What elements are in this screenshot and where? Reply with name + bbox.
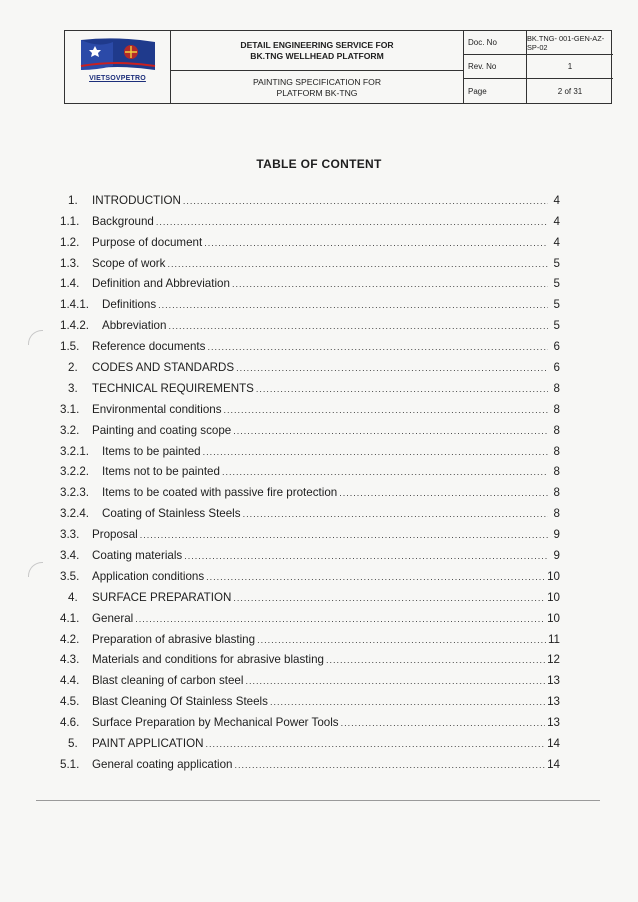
toc-entry-page: 8: [553, 423, 560, 437]
toc-entry-title: TECHNICAL REQUIREMENTS: [92, 381, 254, 395]
company-logo-icon: [79, 36, 157, 74]
company-logo-text: VIETSOVPETRO: [89, 75, 146, 82]
table-of-contents: [60, 186, 560, 771]
toc-dot-leader: [270, 697, 545, 708]
page-label: Page: [468, 86, 487, 96]
toc-entry-page: 4: [553, 235, 560, 249]
toc-dot-leader: [204, 238, 548, 249]
toc-entry[interactable]: [60, 478, 560, 499]
toc-dot-leader: [243, 509, 548, 520]
toc-entry[interactable]: [60, 687, 560, 708]
toc-entry-number: 3.2.1.: [60, 444, 90, 458]
toc-entry-number: 1.1.: [60, 214, 80, 228]
toc-entry-title: Items not to be painted: [102, 465, 220, 479]
toc-entry-title: PAINT APPLICATION: [92, 737, 204, 751]
toc-entry-title: Environmental conditions: [92, 402, 222, 416]
toc-entry[interactable]: [60, 583, 560, 604]
toc-entry[interactable]: [60, 458, 560, 479]
toc-entry[interactable]: [60, 666, 560, 687]
toc-entry-title: Surface Preparation by Mechanical Power Tools: [92, 716, 339, 730]
doc-no-value: BK.TNG- 001-GEN-AZ- SP-02: [527, 31, 613, 55]
page-value: 2 of 31: [557, 86, 583, 96]
toc-entry-page: 9: [553, 549, 560, 563]
toc-entry[interactable]: [60, 228, 560, 249]
toc-dot-leader: [232, 279, 548, 290]
toc-entry-number: 5.: [68, 737, 78, 751]
toc-entry[interactable]: [60, 646, 560, 667]
toc-dot-leader: [203, 447, 548, 458]
logo-cell: [65, 31, 171, 103]
toc-entry-title: Coating of Stainless Steels: [102, 507, 241, 521]
toc-entry-number: 4.4.: [60, 674, 80, 688]
toc-entry-title: Background: [92, 214, 154, 228]
toc-entry-number: 3.2.: [60, 423, 80, 437]
page-bottom-rule: [36, 800, 600, 801]
toc-entry-number: 4.5.: [60, 695, 80, 709]
toc-entry-page: 12: [547, 653, 560, 667]
title-line-1: DETAIL ENGINEERING SERVICE FOR: [240, 40, 394, 50]
toc-entry-number: 1.2.: [60, 235, 80, 249]
toc-dot-leader: [206, 572, 545, 583]
toc-entry-page: 10: [547, 611, 560, 625]
toc-dot-leader: [183, 196, 548, 207]
toc-entry-page: 10: [547, 569, 560, 583]
document-title: [171, 40, 463, 62]
toc-dot-leader: [233, 426, 548, 437]
toc-dot-leader: [207, 342, 548, 353]
toc-entry-number: 4.: [68, 590, 78, 604]
toc-dot-leader: [135, 614, 545, 625]
toc-entry-page: 14: [547, 757, 560, 771]
toc-entry-number: 4.6.: [60, 716, 80, 730]
rev-no-label: Rev. No: [464, 55, 526, 79]
toc-entry-title: Materials and conditions for abrasive blasting: [92, 653, 324, 667]
toc-dot-leader: [140, 530, 548, 541]
toc-entry-number: 4.2.: [60, 632, 80, 646]
toc-entry-title: Definition and Abbreviation: [92, 277, 230, 291]
toc-entry-page: 13: [547, 674, 560, 688]
toc-entry-page: 8: [553, 402, 560, 416]
toc-entry-title: General coating application: [92, 757, 233, 771]
toc-entry[interactable]: [60, 625, 560, 646]
toc-entry-title: Blast Cleaning Of Stainless Steels: [92, 695, 268, 709]
toc-entry-title: Scope of work: [92, 256, 166, 270]
toc-entry-number: 3.2.2.: [60, 465, 90, 479]
toc-entry-page: 13: [547, 695, 560, 709]
toc-entry-number: 4.3.: [60, 653, 80, 667]
toc-entry-page: 5: [553, 277, 560, 291]
toc-entry-title: SURFACE PREPARATION: [92, 590, 232, 604]
toc-entry-page: 8: [553, 444, 560, 458]
toc-entry-page: 8: [553, 507, 560, 521]
toc-entry[interactable]: [60, 541, 560, 562]
toc-entry-page: 4: [553, 193, 560, 207]
doc-no-label: Doc. No: [464, 31, 526, 55]
toc-entry-title: Application conditions: [92, 569, 205, 583]
toc-entry[interactable]: [60, 290, 560, 311]
toc-entry-number: 2.: [68, 361, 78, 375]
toc-entry-title: Reference documents: [92, 340, 206, 354]
toc-entry[interactable]: [60, 520, 560, 541]
toc-entry-number: 1.4.1.: [60, 298, 90, 312]
toc-entry-title: CODES AND STANDARDS: [92, 361, 235, 375]
toc-dot-leader: [224, 405, 548, 416]
toc-entry-title: INTRODUCTION: [92, 193, 181, 207]
toc-dot-leader: [257, 635, 546, 646]
toc-entry-page: 5: [553, 319, 560, 333]
toc-dot-leader: [158, 300, 548, 311]
toc-entry-number: 1.5.: [60, 340, 80, 354]
toc-entry-page: 6: [553, 340, 560, 354]
toc-dot-leader: [326, 655, 545, 666]
document-header-table: [64, 30, 612, 104]
subtitle-line-2: PLATFORM BK-TNG: [276, 88, 358, 98]
toc-dot-leader: [168, 321, 548, 332]
toc-entry-page: 8: [553, 486, 560, 500]
toc-entry-title: Purpose of document: [92, 235, 203, 249]
toc-entry[interactable]: [60, 207, 560, 228]
value-column: [527, 31, 613, 103]
toc-entry-title: General: [92, 611, 134, 625]
toc-title: TABLE OF CONTENT: [256, 157, 382, 171]
toc-entry[interactable]: [60, 353, 560, 374]
toc-dot-leader: [167, 259, 548, 270]
title-line-2: BK.TNG WELLHEAD PLATFORM: [250, 51, 384, 61]
toc-entry-number: 1.4.2.: [60, 319, 90, 333]
toc-dot-leader: [341, 718, 545, 729]
toc-entry-page: 8: [553, 465, 560, 479]
toc-entry[interactable]: [60, 750, 560, 771]
toc-entry-number: 3.2.3.: [60, 486, 90, 500]
toc-entry[interactable]: [60, 332, 560, 353]
margin-mark: [28, 330, 43, 345]
toc-dot-leader: [235, 760, 546, 771]
toc-entry-number: 1.4.: [60, 277, 80, 291]
toc-dot-leader: [233, 593, 545, 604]
toc-entry-title: Items to be painted: [102, 444, 201, 458]
toc-entry-page: 5: [553, 256, 560, 270]
toc-entry-page: 6: [553, 361, 560, 375]
toc-entry[interactable]: [60, 311, 560, 332]
toc-entry-number: 3.5.: [60, 569, 80, 583]
title-cell: [171, 31, 464, 103]
toc-entry-title: Definitions: [102, 298, 157, 312]
label-column: [464, 31, 527, 103]
toc-entry-page: 10: [547, 590, 560, 604]
toc-entry-title: Preparation of abrasive blasting: [92, 632, 256, 646]
toc-entry[interactable]: [60, 499, 560, 520]
toc-dot-leader: [222, 467, 548, 478]
toc-entry-number: 3.2.4.: [60, 507, 90, 521]
toc-entry-number: 3.: [68, 381, 78, 395]
title-divider: [171, 70, 463, 71]
toc-entry-number: 5.1.: [60, 757, 80, 771]
toc-entry[interactable]: [60, 708, 560, 729]
toc-entry[interactable]: [60, 186, 560, 207]
toc-entry-page: 11: [547, 632, 560, 646]
toc-entry[interactable]: [60, 374, 560, 395]
toc-entry-page: 9: [553, 528, 560, 542]
toc-entry-number: 3.1.: [60, 402, 80, 416]
toc-dot-leader: [245, 676, 545, 687]
toc-entry-page: 13: [547, 716, 560, 730]
toc-entry-number: 4.1.: [60, 611, 80, 625]
toc-entry[interactable]: [60, 562, 560, 583]
document-subtitle: [171, 77, 463, 99]
toc-entry[interactable]: [60, 437, 560, 458]
toc-dot-leader: [184, 551, 548, 562]
toc-entry-number: 1.: [68, 193, 78, 207]
toc-entry-page: 5: [553, 298, 560, 312]
toc-dot-leader: [156, 217, 548, 228]
toc-entry[interactable]: [60, 604, 560, 625]
toc-dot-leader: [256, 384, 548, 395]
toc-entry[interactable]: [60, 416, 560, 437]
toc-dot-leader: [339, 488, 548, 499]
toc-entry-title: Proposal: [92, 528, 138, 542]
subtitle-line-1: PAINTING SPECIFICATION FOR: [252, 77, 382, 87]
toc-entry-page: 4: [553, 214, 560, 228]
toc-entry-page: 14: [547, 737, 560, 751]
toc-entry-title: Blast cleaning of carbon steel: [92, 674, 244, 688]
margin-mark: [28, 562, 43, 577]
rev-no-value: 1: [527, 55, 613, 79]
toc-entry-title: Items to be coated with passive fire protection: [102, 486, 338, 500]
toc-entry-number: 3.4.: [60, 549, 80, 563]
toc-entry-title: Abbreviation: [102, 319, 167, 333]
toc-entry-number: 1.3.: [60, 256, 80, 270]
toc-entry-title: Painting and coating scope: [92, 423, 232, 437]
toc-entry[interactable]: [60, 395, 560, 416]
toc-dot-leader: [205, 739, 545, 750]
toc-entry[interactable]: [60, 249, 560, 270]
toc-entry[interactable]: [60, 729, 560, 750]
toc-entry-title: Coating materials: [92, 549, 183, 563]
toc-entry[interactable]: [60, 270, 560, 291]
toc-dot-leader: [236, 363, 548, 374]
toc-entry-number: 3.3.: [60, 528, 80, 542]
toc-entry-page: 8: [553, 381, 560, 395]
